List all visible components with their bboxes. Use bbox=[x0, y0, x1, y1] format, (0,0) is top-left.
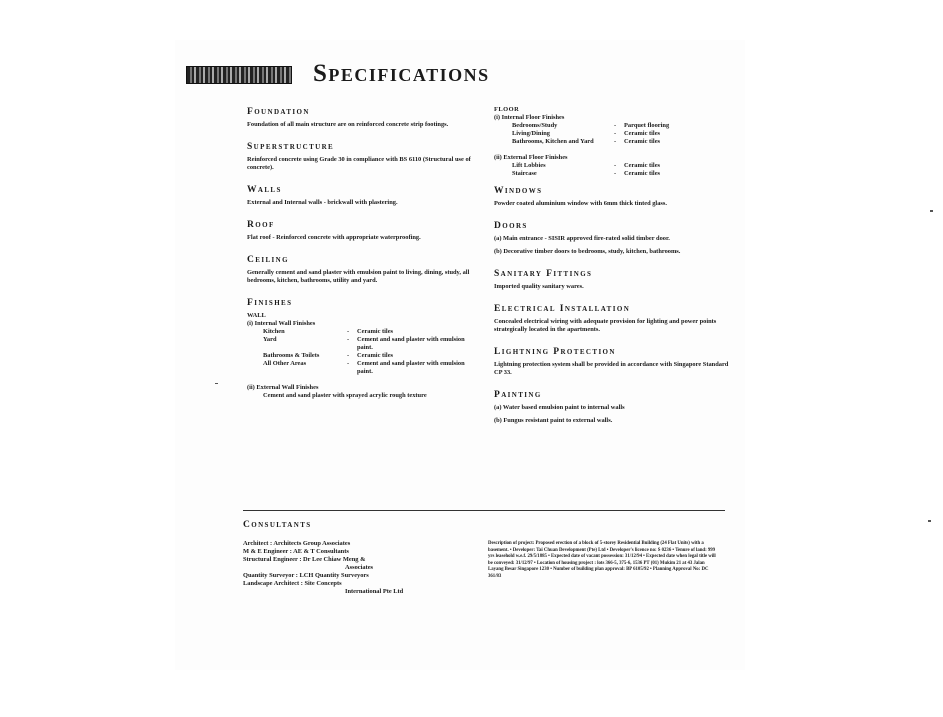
section-heading: Finishes bbox=[247, 298, 293, 308]
section-body: Lightning protection system shall be provided in accordance with Singapore Standard CP 33. bbox=[494, 361, 729, 376]
consultant-line: Landscape Architect : Site Concepts bbox=[243, 580, 342, 587]
section-body: Foundation of all main structure are on reinforced concrete strip footings. bbox=[247, 121, 449, 128]
consultants-list bbox=[243, 540, 473, 596]
section-body: External and Internal walls - brickwall with plastering. bbox=[247, 199, 398, 206]
section-body: Imported quality sanitary wares. bbox=[494, 283, 584, 290]
painting-item-a: (a) Water based emulsion paint to internal walls bbox=[494, 404, 625, 411]
consultant-line: Associates bbox=[345, 564, 374, 571]
finish-row: Kitchen - Ceramic tiles bbox=[263, 328, 394, 335]
section-body: Reinforced concrete using Grade 30 in compliance with BS 6110 (Structural use of concrete). bbox=[247, 156, 471, 171]
external-floor-title: (ii) External Floor Finishes bbox=[494, 154, 568, 161]
divider bbox=[243, 510, 725, 511]
section-heading: Windows bbox=[494, 186, 543, 196]
scan-speck bbox=[930, 210, 933, 212]
section-body: Powder coated aluminium window with 6mm thick tinted glass. bbox=[494, 200, 667, 207]
consultant-line: Structural Engineer : Dr Lee Chiaw Meng & bbox=[243, 556, 366, 563]
finish-row: Bathrooms & Toilets - Ceramic tiles bbox=[263, 352, 394, 359]
section-heading: Walls bbox=[247, 185, 282, 195]
section-heading: Sanitary Fittings bbox=[494, 269, 593, 279]
consultant-line: M & E Engineer : AE & T Consultants bbox=[243, 548, 349, 555]
external-wall-title: (ii) External Wall Finishes bbox=[247, 384, 319, 391]
section-heading: Ceiling bbox=[247, 255, 289, 265]
scan-speck bbox=[215, 383, 218, 384]
left-column bbox=[247, 107, 477, 400]
internal-wall-title: (i) Internal Wall Finishes bbox=[247, 320, 316, 327]
internal-floor-title: (i) Internal Floor Finishes bbox=[494, 114, 565, 121]
floor-row: Bathrooms, Kitchen and Yard - Ceramic tiles bbox=[512, 138, 661, 145]
external-wall-body: Cement and sand plaster with sprayed acrylic rough texture bbox=[263, 392, 427, 399]
doors-item-a: (a) Main entrance - SISIR approved fire-rated solid timber door. bbox=[494, 235, 670, 242]
floor-row: Lift Lobbies - Ceramic tiles bbox=[512, 162, 661, 169]
right-column bbox=[494, 106, 734, 425]
page-title: Specifications bbox=[313, 60, 490, 87]
consultants-heading: Consultants bbox=[243, 520, 312, 530]
doors-item-b: (b) Decorative timber doors to bedrooms, study, kitchen, bathrooms. bbox=[494, 248, 681, 255]
scan-speck bbox=[928, 520, 931, 522]
floor-heading: FLOOR bbox=[494, 106, 520, 113]
section-heading: Doors bbox=[494, 221, 528, 231]
decorative-ornament bbox=[186, 66, 292, 84]
floor-row: Staircase - Ceramic tiles bbox=[512, 170, 661, 177]
section-heading: Foundation bbox=[247, 107, 310, 117]
floor-row: Living/Dining - Ceramic tiles bbox=[512, 130, 661, 137]
consultant-line: Quantity Surveyor : LCH Quantity Surveyors bbox=[243, 572, 369, 579]
wall-label: WALL bbox=[247, 312, 266, 319]
section-body: Concealed electrical wiring with adequate provision for lighting and power points strategically located in the apartments. bbox=[494, 318, 717, 333]
painting-item-b: (b) Fungus resistant paint to external walls. bbox=[494, 417, 613, 424]
section-heading: Painting bbox=[494, 390, 542, 400]
section-heading: Superstructure bbox=[247, 142, 335, 152]
section-body: Generally cement and sand plaster with emulsion paint to living, dining, study, all bedrooms, kitchen, bathrooms, utility and yard. bbox=[247, 269, 470, 284]
consultant-line: Architect : Architects Group Associates bbox=[243, 540, 351, 547]
section-heading: Electrical Installation bbox=[494, 304, 631, 314]
section-heading: Roof bbox=[247, 220, 275, 230]
floor-row: Bedrooms/Study - Parquet flooring bbox=[512, 122, 670, 129]
consultant-line: International Pte Ltd bbox=[345, 588, 404, 595]
section-body: Flat roof - Reinforced concrete with appropriate waterproofing. bbox=[247, 234, 421, 241]
finish-row: All Other Areas - Cement and sand plaster with emulsion paint. bbox=[263, 360, 465, 375]
finish-row: Yard - Cement and sand plaster with emulsion paint. bbox=[263, 336, 465, 351]
section-heading: Lightning Protection bbox=[494, 347, 616, 357]
project-description: Description of project: Proposed erection of a block of 5-storey Residential Building (24 Flat Units) with a basement. • Developer: Tai Chuan Development (Pte) Ltd • Developer's licence no: S 0236 • Tenure of land: 999 yrs leasehold w.e.f. 29/5/1885 • Expected date of vacant possession: 31/12/94 • Expected date when legal title will be conveyed: 31/12/97 • Location of housing project : lots 366-5, 375-6, 1536 PT (01) Mukim 21 at 43 Jalan Layang Besar Singapore 1230 • Number of building plan approval: BP 6105/92 • Planning Approval No: DC 361/83 bbox=[488, 541, 716, 579]
